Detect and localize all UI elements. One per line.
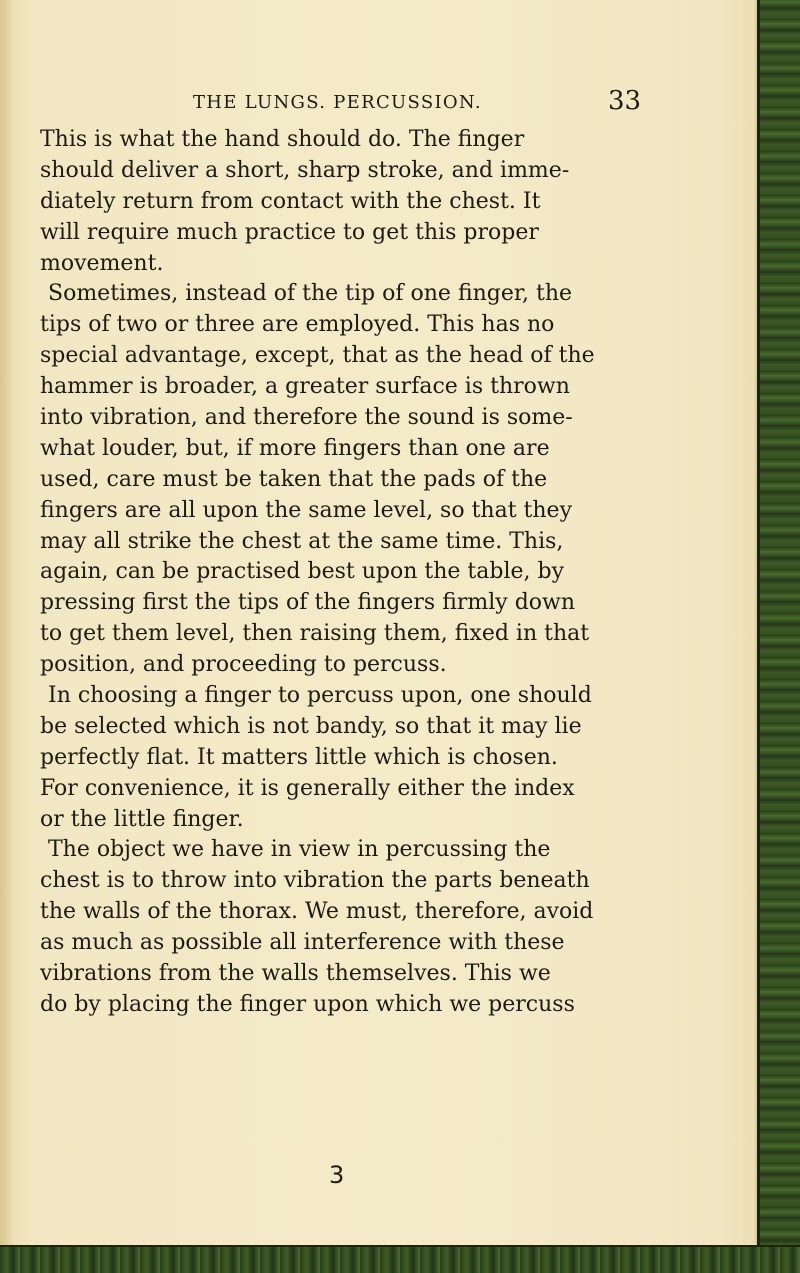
page-gutter-shadow (0, 0, 14, 1273)
text-line: or the little finger. (40, 806, 244, 832)
page-header (40, 86, 760, 120)
text-line: perfectly flat. It matters little which is chosen. (40, 744, 558, 770)
text-line: do by placing the finger upon which we percuss (40, 991, 575, 1017)
text-line: special advantage, except, that as the head of the (40, 343, 595, 369)
text-line: again, can be practised best upon the table, by (40, 559, 565, 585)
text-line: position, and proceeding to percuss. (40, 652, 447, 678)
text-line: tips of two or three are employed. This has no (40, 312, 555, 338)
text-line: into vibration, and therefore the sound is some- (40, 405, 573, 431)
text-line: should deliver a short, sharp stroke, and imme- (40, 157, 570, 183)
text-line: may all strike the chest at the same time. This, (40, 528, 564, 554)
text-line: This is what the hand should do. The finger (40, 127, 525, 152)
text-line: be selected which is not bandy, so that it may lie (40, 713, 582, 739)
body-text (40, 125, 720, 1021)
text-line: as much as possible all interference with these (40, 930, 565, 956)
text-line: vibrations from the walls themselves. This we (40, 961, 551, 987)
text-line: For convenience, it is generally either the index (40, 775, 575, 801)
text-line: pressing first the tips of the fingers firmly down (40, 590, 576, 616)
text-line: used, care must be taken that the pads of the (40, 466, 548, 492)
text-line: Sometimes, instead of the tip of one finger, the (48, 281, 573, 307)
signature-mark: 3 (329, 1161, 345, 1189)
text-line: The object we have in view in percussing the (48, 837, 551, 863)
text-line: chest is to throw into vibration the parts beneath (40, 868, 590, 894)
text-line: will require much practice to get this proper (40, 219, 539, 245)
running-head: THE LUNGS. PERCUSSION. (193, 92, 482, 113)
text-line: what louder, but, if more fingers than one are (40, 435, 550, 461)
text-line: the walls of the thorax. We must, therefore, avoid (40, 899, 594, 925)
text-line: movement. (40, 250, 164, 276)
text-line: diately return from contact with the chest. It (40, 188, 541, 214)
book-spine (757, 0, 800, 1273)
text-line: fingers are all upon the same level, so that they (40, 497, 573, 523)
text-line: to get them level, then raising them, fixed in that (40, 621, 590, 647)
text-line: hammer is broader, a greater surface is thrown (40, 374, 570, 400)
page-number: 33 (608, 86, 642, 116)
book-bottom-edge (0, 1245, 800, 1273)
text-line: In choosing a finger to percuss upon, one should (48, 683, 592, 709)
